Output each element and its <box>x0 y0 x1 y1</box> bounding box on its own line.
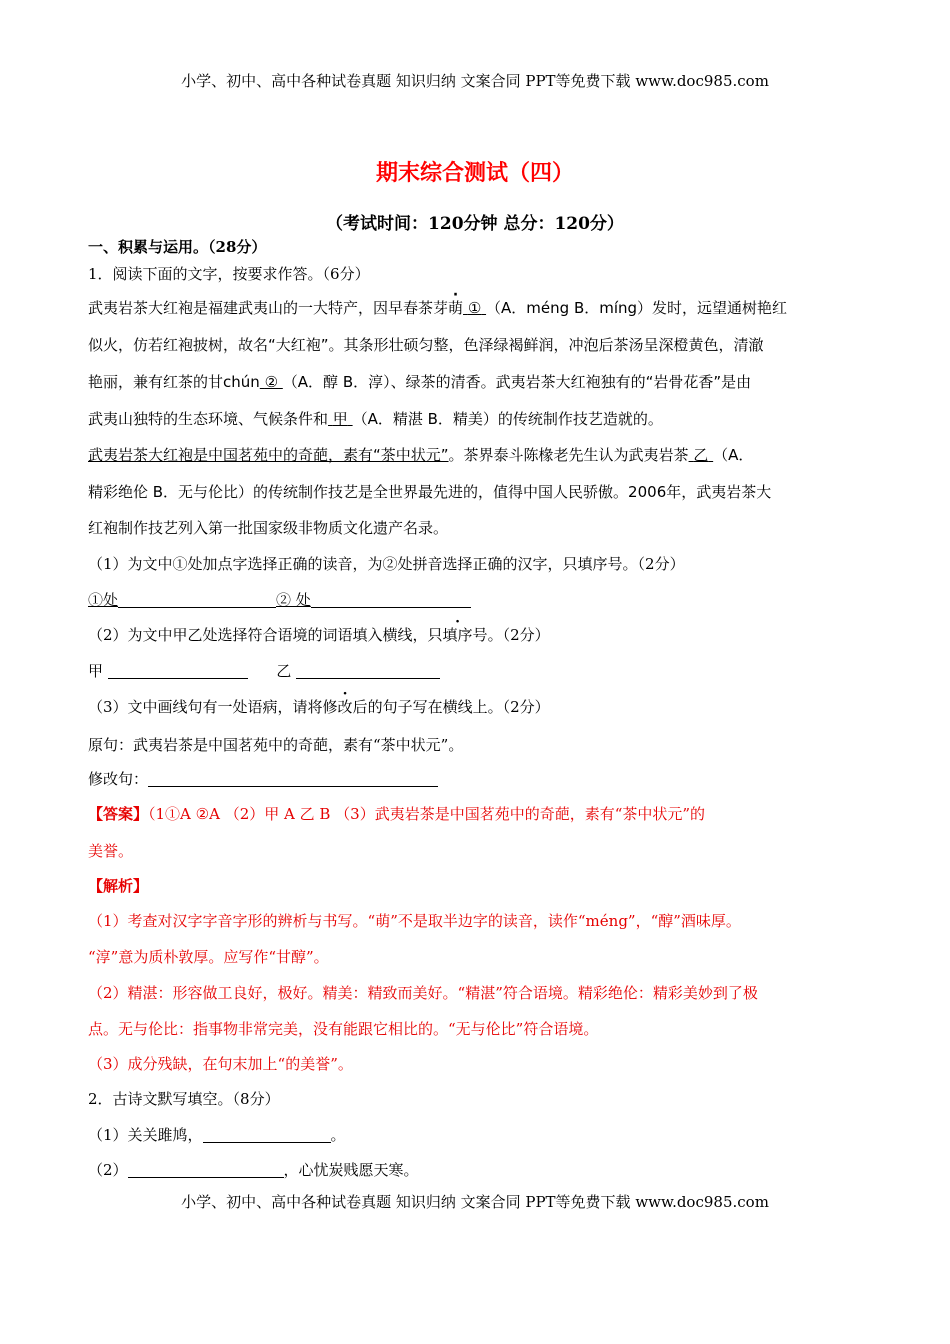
answer-blank-jia[interactable] <box>108 662 248 679</box>
blank-mark-jia: 甲 <box>332 410 348 428</box>
explanation-line-5: （3）成分残缺，在句末加上“的美誉”。 <box>88 1055 353 1073</box>
answer-blank[interactable] <box>118 591 276 608</box>
passage-line-6: 精彩绝伦 B．无与伦比）的传统制作技艺是全世界最先进的，值得中国人民骄傲。2006年，武夷岩茶大 <box>88 483 772 501</box>
answer-blank-revised[interactable] <box>148 770 438 787</box>
poem-line-1: （1）关关雎鸠， 。 <box>88 1126 346 1144</box>
explanation-line-4: 点。无与伦比：指事物非常完美，没有能跟它相比的。“无与伦比”符合语境。 <box>88 1020 599 1038</box>
answer-line-2: 美誉。 <box>88 842 134 860</box>
section-heading: 一、积累与运用。（28分） <box>88 238 267 256</box>
page-header: 小学、初中、高中各种试卷真题 知识归纳 文案合同 PPT等免费下载 www.doc985.com <box>181 72 769 90</box>
passage-line-3: 艳丽，兼有红茶的甘chún ② （A．醇 B．淳）、绿茶的清香。武夷岩茶大红袍独有的“岩骨花香”是由 <box>88 373 752 391</box>
answer-blank-yi[interactable] <box>296 662 440 679</box>
subquestion-2: （2）为文中甲乙处选择符合语境的词语填入横线，只填序号。（2分） <box>88 626 550 644</box>
passage-line-1: 武夷岩茶大红袍是福建武夷山的一大特产，因早春茶芽萌 ① （A．méng B．míng）发时，远望通树艳红 <box>88 299 788 317</box>
poem-line-2: （2） ，心忧炭贱愿天寒。 <box>88 1161 419 1179</box>
subquestion-3: （3）文中画线句有一处语病，请将修改后的句子写在横线上。（2分） <box>88 698 550 716</box>
passage-line-4: 武夷山独特的生态环境、气候条件和 甲 （A．精湛 B．精美）的传统制作技艺造就的。 <box>88 410 663 428</box>
answer-blanks-2: 甲 乙 <box>88 660 440 681</box>
explanation-line-2: “淳”意为质朴敦厚。应写作“甘醇”。 <box>88 948 329 966</box>
answer-blank-poem-2[interactable] <box>128 1161 284 1178</box>
revised-sentence: 修改句： <box>88 768 438 789</box>
blank-mark-2: ② <box>264 373 279 391</box>
passage-line-5: 武夷岩茶大红袍是中国茗苑中的奇葩，素有“茶中状元”。茶界泰斗陈椽老先生认为武夷岩茶 乙 （A． <box>88 446 754 464</box>
blank-mark-yi: 乙 <box>693 446 709 464</box>
answer-line-1: 【答案】（1①A ②A （2）甲 A 乙 B （3）武夷岩茶是中国茗苑中的奇葩，素有“茶中状元”的 <box>88 805 706 823</box>
answer-label: 【答案】 <box>88 805 149 823</box>
underlined-sentence: 武夷岩茶大红袍是中国茗苑中的奇葩，素有“茶中状元” <box>88 446 449 464</box>
passage-line-7: 红袍制作技艺列入第一批国家级非物质文化遗产名录。 <box>88 519 449 537</box>
explanation-label: 【解析】 <box>88 877 149 895</box>
passage-line-2: 似火，仿若红袍披树，故名“大红袍”。其条形壮硕匀整，色泽绿褐鲜润，冲泡后茶汤呈深橙黄色，清澈 <box>88 336 764 354</box>
exam-info: （考试时间：120分钟 总分：120分） <box>326 214 624 234</box>
dotted-char: 萌 <box>448 299 464 317</box>
page-footer: 小学、初中、高中各种试卷真题 知识归纳 文案合同 PPT等免费下载 www.doc985.com <box>181 1193 769 1211</box>
answer-blank-poem-1[interactable] <box>203 1126 331 1143</box>
answer-blank[interactable] <box>311 591 471 608</box>
explanation-line-1: （1）考查对汉字字音字形的辨析与书写。“萌”不是取半边字的读音，读作“méng”，“醇”酒味厚。 <box>88 912 741 930</box>
page-title: 期末综合测试（四） <box>375 160 574 186</box>
question-1-stem: 1．阅读下面的文字，按要求作答。（6分） <box>88 265 370 283</box>
explanation-line-3: （2）精湛：形容做工良好，极好。精美：精致而美好。“精湛”符合语境。精彩绝伦：精彩美妙到了极 <box>88 984 758 1002</box>
original-sentence: 原句：武夷岩茶是中国茗苑中的奇葩，素有“茶中状元”。 <box>88 736 464 754</box>
question-2-stem: 2．古诗文默写填空。（8分） <box>88 1090 280 1108</box>
subquestion-1: （1）为文中①处加点字选择正确的读音，为②处拼音选择正确的汉字，只填序号。（2分） <box>88 555 685 573</box>
answer-blanks-1: ①处 ② 处 <box>88 589 471 610</box>
blank-mark-1: ① <box>467 299 482 317</box>
